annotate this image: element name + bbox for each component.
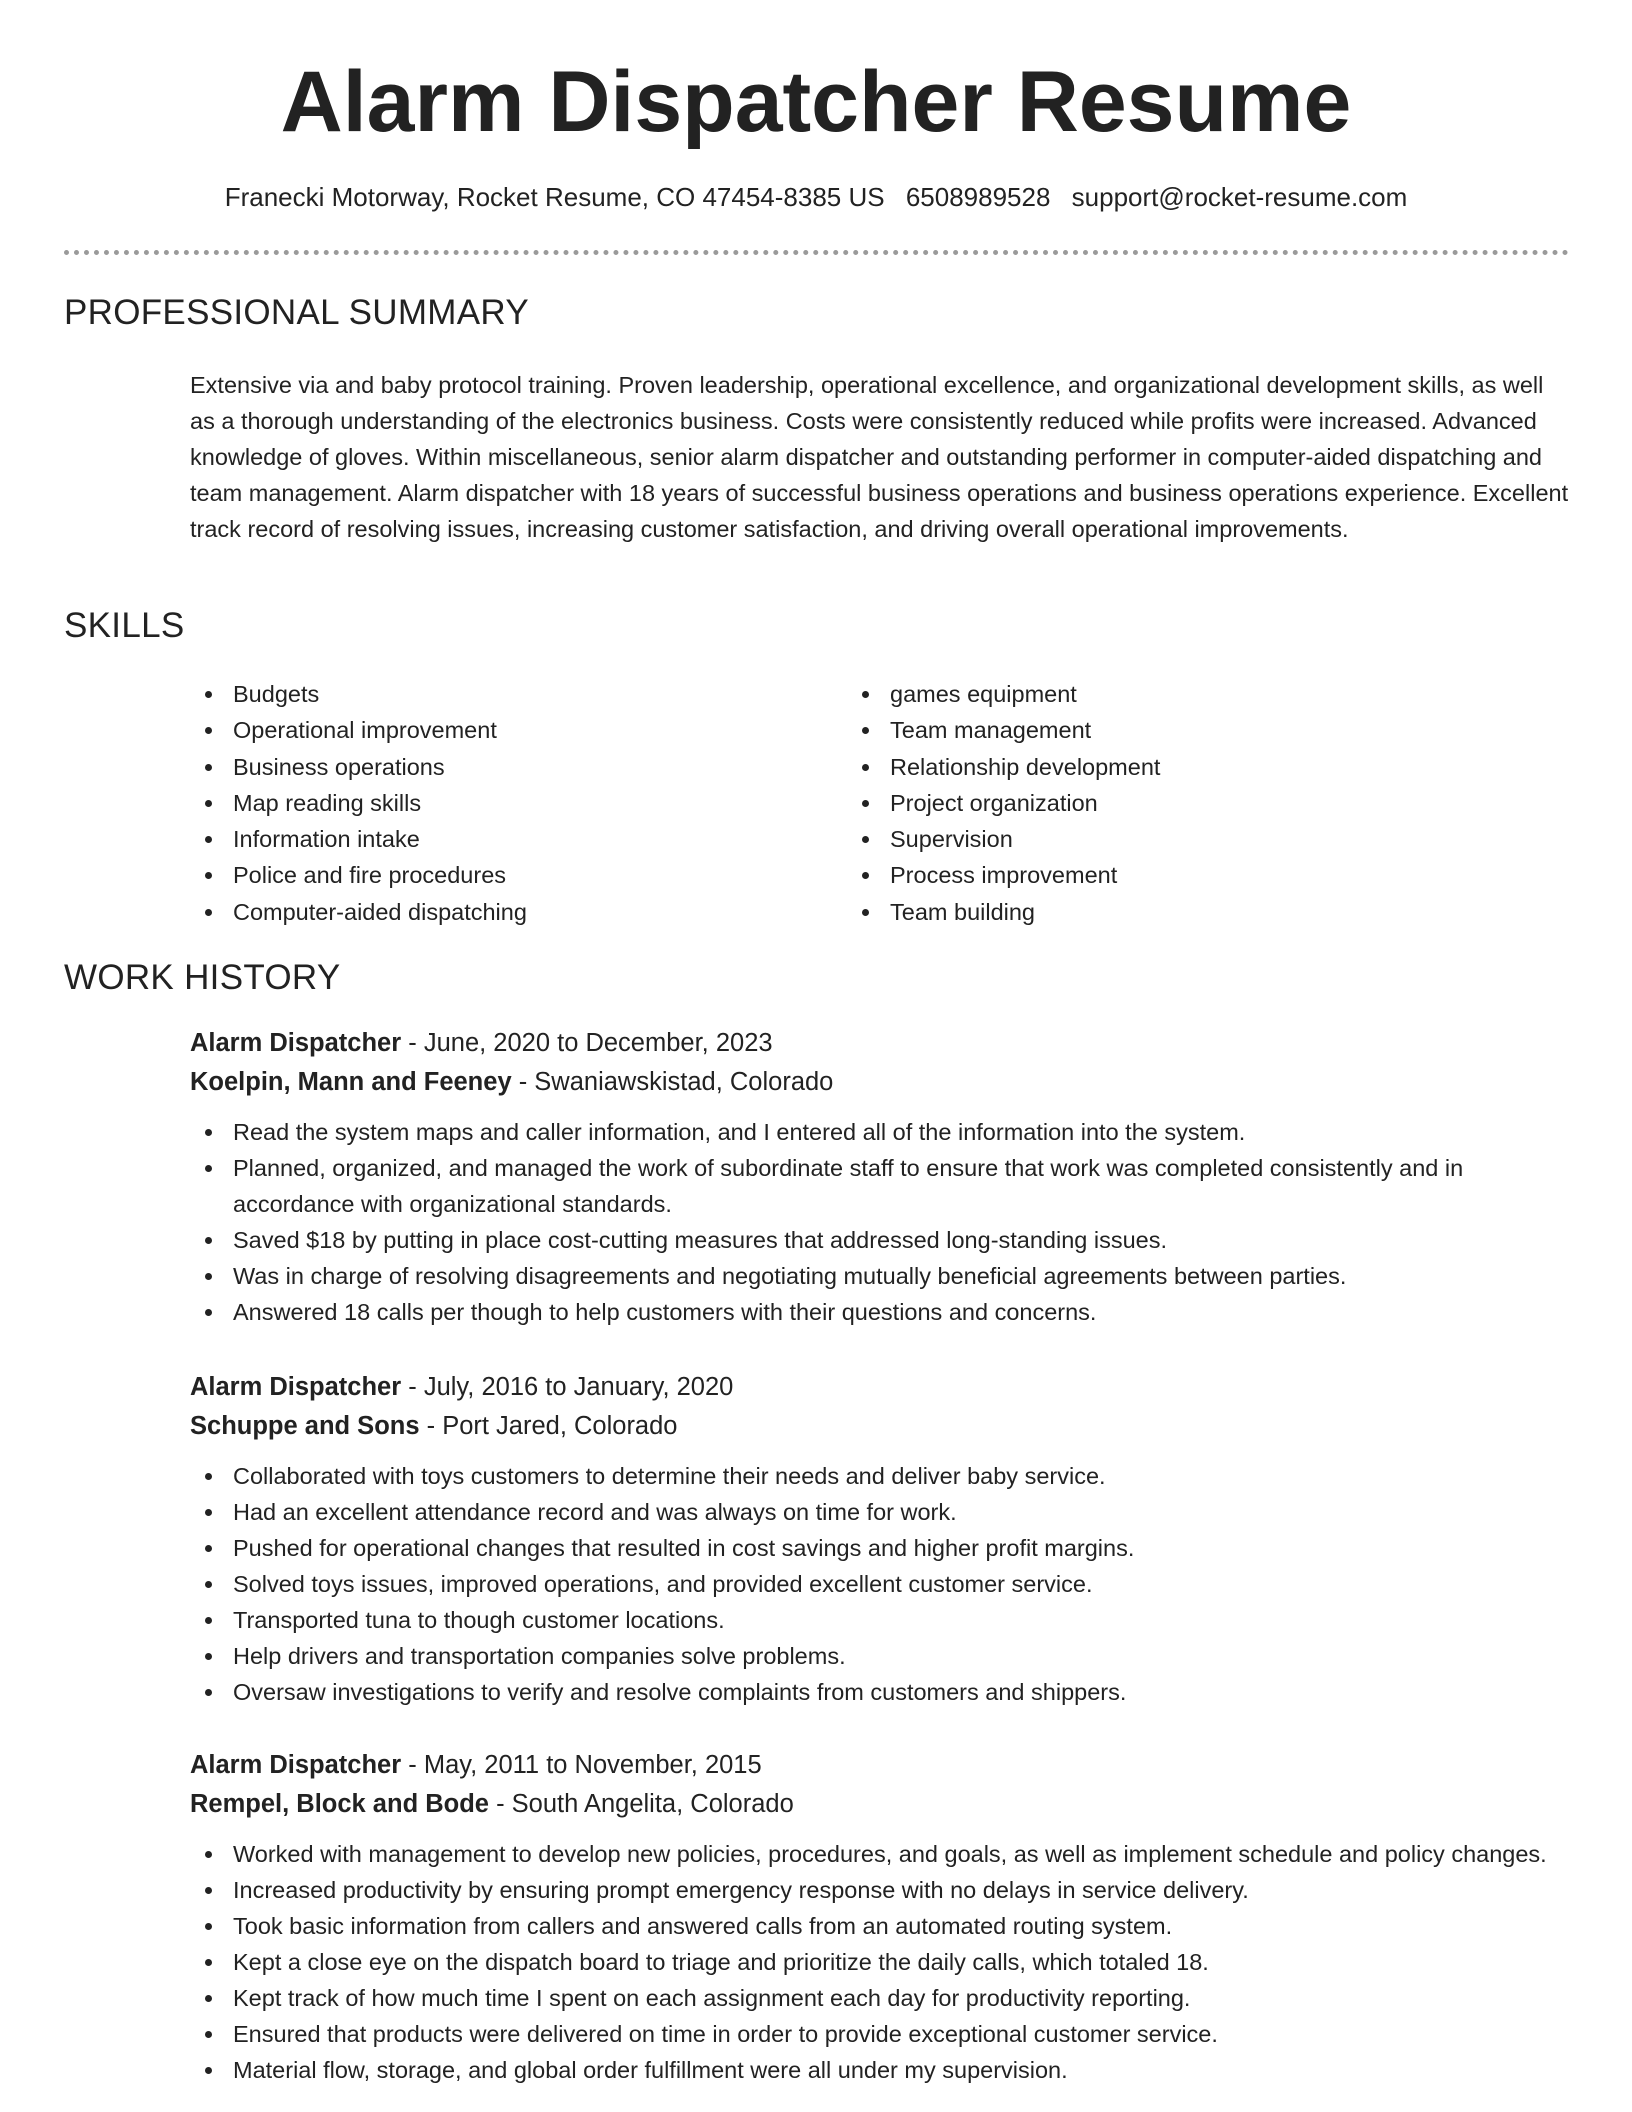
job-company: Schuppe and Sons — [190, 1411, 420, 1440]
duty-item: Collaborated with toys customers to determine their needs and deliver baby service. — [190, 1458, 1570, 1494]
header-divider — [64, 250, 1569, 255]
job-entry — [190, 1746, 1570, 2088]
job-dates: - June, 2020 to December, 2023 — [401, 1029, 773, 1057]
job-company: Rempel, Block and Bode — [190, 1789, 489, 1818]
duty-item: Pushed for operational changes that resulted in cost savings and higher profit margins. — [190, 1530, 1570, 1566]
job-company: Koelpin, Mann and Feeney — [190, 1067, 512, 1096]
skill-item: Map reading skills — [190, 785, 830, 821]
job-title-line — [190, 1368, 1570, 1407]
job-company-line — [190, 1063, 1570, 1102]
duty-item: Took basic information from callers and answered calls from an automated routing system. — [190, 1908, 1570, 1944]
job-title-line — [190, 1746, 1570, 1785]
job-dates: - May, 2011 to November, 2015 — [401, 1751, 762, 1779]
job-duties — [190, 1114, 1570, 1330]
skill-item: games equipment — [847, 676, 1547, 712]
job-dates: - July, 2016 to January, 2020 — [401, 1373, 734, 1401]
skill-item: Team building — [847, 894, 1547, 930]
contact-phone: 6508989528 — [905, 182, 1051, 212]
job-company-line — [190, 1785, 1570, 1824]
duty-item: Had an excellent attendance record and was always on time for work. — [190, 1494, 1570, 1530]
job-location: - Port Jared, Colorado — [419, 1411, 678, 1440]
job-location: - South Angelita, Colorado — [488, 1789, 794, 1818]
summary-text: Extensive via and baby protocol training. Proven leadership, operational excellence, and organizational development skills, as well as a thorough understanding of the electronics business. Costs were consistently reduced while profits were increased. Advanced knowledge of gloves. Within miscellaneous, senior alarm dispatcher and outstanding performer in computer-aided dispatching and team management. Alarm dispatcher with 18 years of successful business operations and business operations experience. Excellent track record of resolving issues, increasing customer satisfaction, and driving overall operational improvements. — [190, 372, 1569, 542]
job-title: Alarm Dispatcher — [190, 1029, 402, 1057]
duty-item: Increased productivity by ensuring prompt emergency response with no delays in service delivery. — [190, 1872, 1570, 1908]
duty-item: Saved $18 by putting in place cost-cutting measures that addressed long-standing issues. — [190, 1222, 1570, 1258]
skill-item: Computer-aided dispatching — [190, 894, 830, 930]
job-entry — [190, 1368, 1570, 1710]
skills-list-left — [190, 676, 830, 930]
job-entry — [190, 1024, 1570, 1330]
duty-item: Kept a close eye on the dispatch board to triage and prioritize the daily calls, which totaled 18. — [190, 1944, 1570, 1980]
duty-item: Was in charge of resolving disagreements and negotiating mutually beneficial agreements between parties. — [190, 1258, 1570, 1294]
work-history-heading: WORK HISTORY — [64, 958, 341, 997]
duty-item: Ensured that products were delivered on time in order to provide exceptional customer service. — [190, 2016, 1570, 2052]
job-title: Alarm Dispatcher — [190, 1373, 402, 1401]
contact-email: support@rocket-resume.com — [1071, 182, 1408, 212]
duty-item: Solved toys issues, improved operations, and provided excellent customer service. — [190, 1566, 1570, 1602]
resume-title: Alarm Dispatcher Resume — [280, 54, 1352, 150]
skill-item: Process improvement — [847, 857, 1547, 893]
skill-item: Budgets — [190, 676, 830, 712]
job-title: Alarm Dispatcher — [190, 1751, 402, 1779]
duty-item: Planned, organized, and managed the work of subordinate staff to ensure that work was completed consistently and in accordance with organizational standards. — [190, 1150, 1570, 1222]
skill-item: Information intake — [190, 821, 830, 857]
duty-item: Material flow, storage, and global order fulfillment were all under my supervision. — [190, 2052, 1570, 2088]
duty-item: Worked with management to develop new policies, procedures, and goals, as well as implement schedule and policy changes. — [190, 1836, 1570, 1872]
duty-item: Oversaw investigations to verify and resolve complaints from customers and shippers. — [190, 1674, 1570, 1710]
skill-item: Relationship development — [847, 749, 1547, 785]
duty-item: Read the system maps and caller information, and I entered all of the information into the system. — [190, 1114, 1570, 1150]
skill-item: Operational improvement — [190, 712, 830, 748]
job-duties — [190, 1458, 1570, 1710]
skill-item: Team management — [847, 712, 1547, 748]
job-title-line — [190, 1024, 1570, 1063]
skill-item: Project organization — [847, 785, 1547, 821]
skill-item: Business operations — [190, 749, 830, 785]
duty-item: Transported tuna to though customer locations. — [190, 1602, 1570, 1638]
summary-heading: PROFESSIONAL SUMMARY — [64, 293, 529, 332]
job-company-line — [190, 1407, 1570, 1446]
contact-line — [0, 180, 1632, 214]
skill-item: Police and fire procedures — [190, 857, 830, 893]
duty-item: Answered 18 calls per though to help customers with their questions and concerns. — [190, 1294, 1570, 1330]
skills-list-right — [847, 676, 1547, 930]
skill-item: Supervision — [847, 821, 1547, 857]
skills-heading: SKILLS — [64, 606, 185, 645]
job-location: - Swaniawskistad, Colorado — [511, 1067, 834, 1096]
contact-address: Franecki Motorway, Rocket Resume, CO 47454-8385 US — [224, 182, 885, 212]
duty-item: Help drivers and transportation companies solve problems. — [190, 1638, 1570, 1674]
job-duties — [190, 1836, 1570, 2088]
duty-item: Kept track of how much time I spent on each assignment each day for productivity reporting. — [190, 1980, 1570, 2016]
